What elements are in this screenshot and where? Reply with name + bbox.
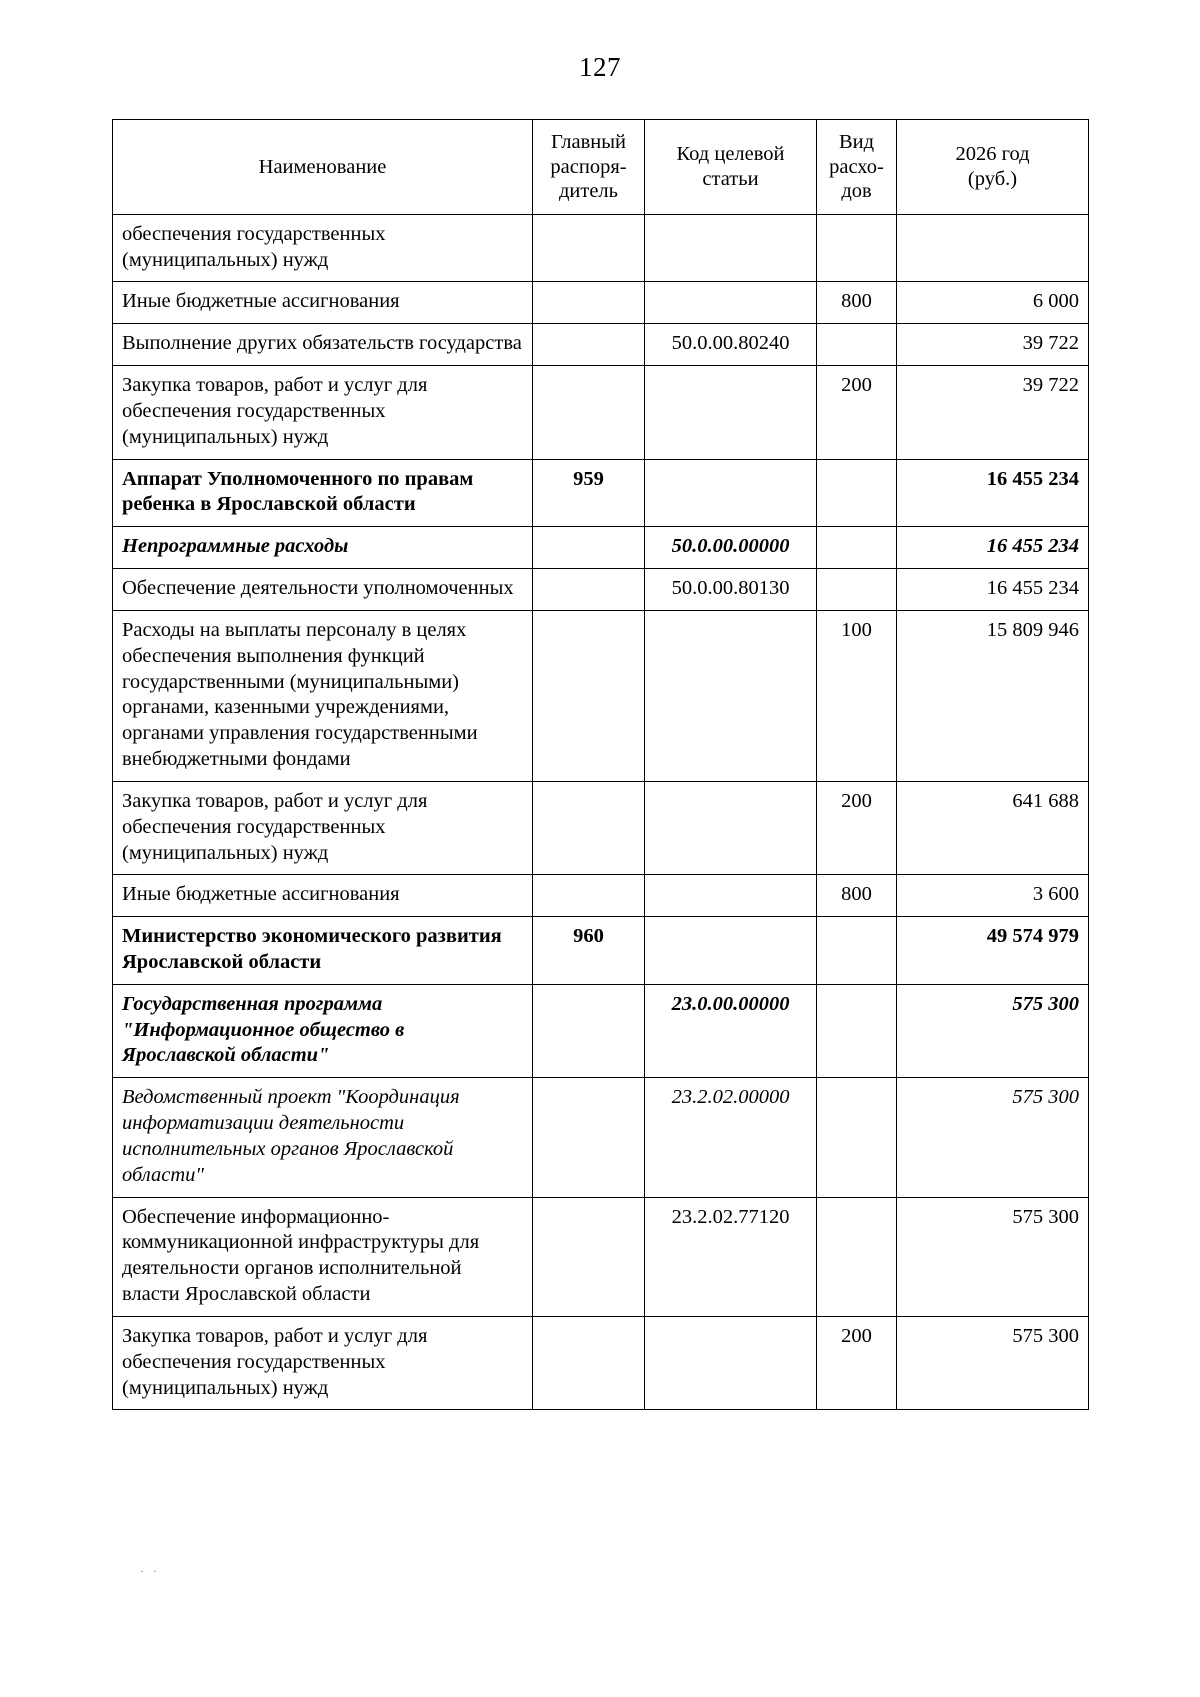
page-number: 127 (579, 52, 621, 82)
cell-name: Аппарат Уполномоченного по правам ребенка в Ярославской области (113, 459, 533, 527)
cell-target-code (645, 459, 817, 527)
cell-expense-type (817, 1197, 897, 1316)
cell-name: Выполнение других обязательств государства (113, 324, 533, 366)
cell-target-code (645, 917, 817, 985)
cell-chief-administrator: 960 (533, 917, 645, 985)
cell-name: Закупка товаров, работ и услуг для обеспечения государственных (муниципальных) нужд (113, 781, 533, 874)
cell-chief-administrator (533, 366, 645, 459)
table-row (113, 366, 1089, 459)
cell-amount-2026: 16 455 234 (897, 527, 1089, 569)
cell-amount-2026: 16 455 234 (897, 569, 1089, 611)
cell-expense-type (817, 324, 897, 366)
cell-name: Обеспечение деятельности уполномоченных (113, 569, 533, 611)
cell-target-code: 50.0.00.80130 (645, 569, 817, 611)
cell-amount-2026: 39 722 (897, 366, 1089, 459)
table-row (113, 1197, 1089, 1316)
table-row (113, 610, 1089, 781)
cell-target-code (645, 366, 817, 459)
page-footer-marks: · · (140, 1564, 160, 1578)
cell-name: Иные бюджетные ассигнования (113, 875, 533, 917)
cell-expense-type: 200 (817, 366, 897, 459)
cell-name: Закупка товаров, работ и услуг для обеспечения государственных (муниципальных) нужд (113, 1316, 533, 1409)
cell-chief-administrator (533, 875, 645, 917)
cell-expense-type (817, 984, 897, 1077)
cell-expense-type: 100 (817, 610, 897, 781)
budget-table (112, 119, 1089, 1410)
cell-target-code (645, 1316, 817, 1409)
cell-amount-2026: 575 300 (897, 984, 1089, 1077)
column-header-amount-2026-line1: 2026 год (955, 143, 1030, 166)
column-header-expense-type (817, 120, 897, 215)
cell-target-code: 50.0.00.80240 (645, 324, 817, 366)
cell-expense-type: 800 (817, 875, 897, 917)
column-header-chief-administrator-line2: распоря- (550, 155, 627, 178)
cell-chief-administrator (533, 781, 645, 874)
cell-chief-administrator (533, 984, 645, 1077)
cell-amount-2026: 3 600 (897, 875, 1089, 917)
cell-chief-administrator (533, 1316, 645, 1409)
cell-amount-2026: 39 722 (897, 324, 1089, 366)
column-header-amount-2026-line2: (руб.) (967, 167, 1018, 190)
table-header-row (113, 120, 1089, 215)
cell-expense-type (817, 459, 897, 527)
cell-name: обеспечения государственных (муниципальных) нужд (113, 214, 533, 282)
cell-expense-type (817, 527, 897, 569)
cell-chief-administrator (533, 610, 645, 781)
table-row (113, 781, 1089, 874)
cell-name: Закупка товаров, работ и услуг для обеспечения государственных (муниципальных) нужд (113, 366, 533, 459)
column-header-expense-type-line1: Вид (838, 131, 875, 153)
cell-amount-2026 (897, 214, 1089, 282)
column-header-expense-type-line2: расхо- (829, 155, 884, 178)
table-row (113, 1316, 1089, 1409)
cell-name: Иные бюджетные ассигнования (113, 282, 533, 324)
cell-target-code: 50.0.00.00000 (645, 527, 817, 569)
cell-amount-2026: 49 574 979 (897, 917, 1089, 985)
table-row (113, 569, 1089, 611)
cell-name: Ведомственный проект "Координация информатизации деятельности исполнительных органов Ярославской области" (113, 1078, 533, 1197)
cell-chief-administrator (533, 527, 645, 569)
table-row (113, 282, 1089, 324)
column-header-chief-administrator-line3: дитель (558, 180, 619, 203)
cell-amount-2026: 575 300 (897, 1197, 1089, 1316)
column-header-expense-type-line3: дов (841, 180, 872, 203)
cell-chief-administrator (533, 324, 645, 366)
cell-amount-2026: 15 809 946 (897, 610, 1089, 781)
table-row (113, 917, 1089, 985)
cell-chief-administrator (533, 214, 645, 282)
cell-target-code (645, 875, 817, 917)
table-row (113, 984, 1089, 1077)
cell-amount-2026: 641 688 (897, 781, 1089, 874)
cell-target-code (645, 282, 817, 324)
cell-target-code: 23.2.02.00000 (645, 1078, 817, 1197)
cell-target-code: 23.0.00.00000 (645, 984, 817, 1077)
cell-expense-type (817, 1078, 897, 1197)
table-header (113, 120, 1089, 215)
cell-expense-type (817, 214, 897, 282)
cell-expense-type: 800 (817, 282, 897, 324)
column-header-target-code-line2: статьи (702, 167, 759, 190)
cell-chief-administrator: 959 (533, 459, 645, 527)
table-body (113, 214, 1089, 1410)
cell-expense-type: 200 (817, 1316, 897, 1409)
cell-expense-type (817, 917, 897, 985)
cell-expense-type: 200 (817, 781, 897, 874)
cell-amount-2026: 16 455 234 (897, 459, 1089, 527)
table-row (113, 875, 1089, 917)
cell-amount-2026: 575 300 (897, 1316, 1089, 1409)
cell-name: Министерство экономического развития Ярославской области (113, 917, 533, 985)
table-row (113, 324, 1089, 366)
cell-target-code (645, 214, 817, 282)
cell-chief-administrator (533, 569, 645, 611)
cell-chief-administrator (533, 1078, 645, 1197)
column-header-chief-administrator (533, 120, 645, 215)
cell-expense-type (817, 569, 897, 611)
column-header-target-code (645, 120, 817, 215)
column-header-amount-2026 (897, 120, 1089, 215)
column-header-name: Наименование (113, 120, 533, 215)
table-row (113, 459, 1089, 527)
budget-table-container (112, 119, 1088, 1410)
table-row (113, 214, 1089, 282)
cell-name: Непрограммные расходы (113, 527, 533, 569)
cell-name: Обеспечение информационно-коммуникационной инфраструктуры для деятельности органов исполнительной власти Ярославской области (113, 1197, 533, 1316)
table-row (113, 1078, 1089, 1197)
cell-chief-administrator (533, 1197, 645, 1316)
column-header-chief-administrator-line1: Главный (550, 131, 627, 153)
cell-target-code (645, 610, 817, 781)
cell-target-code: 23.2.02.77120 (645, 1197, 817, 1316)
cell-name: Государственная программа "Информационное общество в Ярославской области" (113, 984, 533, 1077)
column-header-target-code-line1: Код целевой (676, 143, 785, 166)
cell-chief-administrator (533, 282, 645, 324)
table-row (113, 527, 1089, 569)
cell-name: Расходы на выплаты персоналу в целях обеспечения выполнения функций государственными (муниципальными) органами, казенными учреждениями, органами управления государственными внебюджетными фондами (113, 610, 533, 781)
cell-amount-2026: 575 300 (897, 1078, 1089, 1197)
cell-target-code (645, 781, 817, 874)
cell-amount-2026: 6 000 (897, 282, 1089, 324)
